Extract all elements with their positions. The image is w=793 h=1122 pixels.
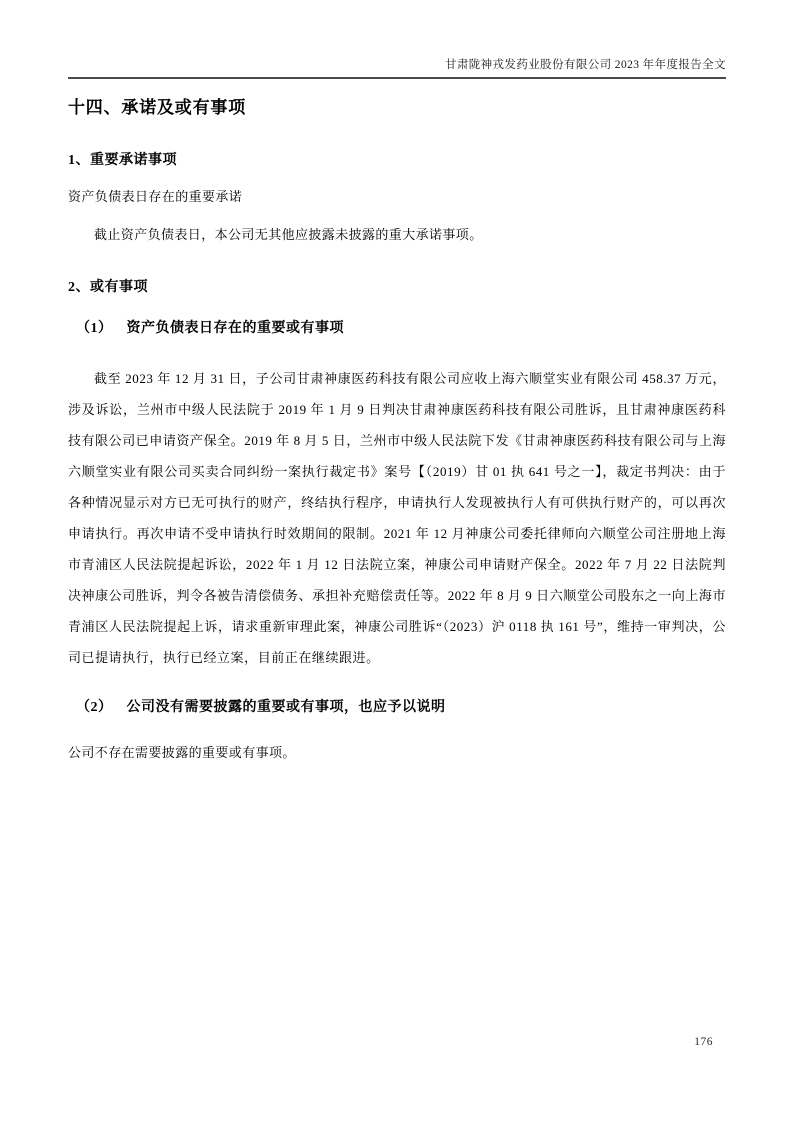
heading-contingencies: 2、或有事项 [68, 280, 148, 295]
heading-item2-number: （2） [76, 700, 113, 715]
heading-contingency-item1 [68, 317, 726, 337]
contingency-item1-paragraph: 截至 2023 年 12 月 31 日，子公司甘肃神康医药科技有限公司应收上海六顺堂实业有限公司 458.37 万元，涉及诉讼，兰州市中级人民法院于 2019 年 1 月 9 日判决甘肃神康医药科技有限公司胜诉，且甘肃神康医药科技有限公司已申请资产保全。2019 年 8 月 5 日，兰州市中级人民法院下发《甘肃神康医药科技有限公司与上海六顺堂实业有限公司买卖合同纠纷一案执行裁定书》案号【（2019）甘 01 执 641 号之一】，裁定书判决：由于各种情况显示对方已无可执行的财产，终结执行程序，申请执行人发现被执行人有可供执行财产的，可以再次申请执行。再次申请不受申请执行时效期间的限制。2021 年 12 月神康公司委托律师向六顺堂公司注册地上海市青浦区人民法院提起诉讼，2022 年 1 月 12 日法院立案，神康公司申请财产保全。2022 年 7 月 22 日法院判决神康公司胜诉，判令各被告清偿债务、承担补充赔偿责任等。2022 年 8 月 9 日六顺堂公司股东之一向上海市青浦区人民法院提起上诉，请求重新审理此案，神康公司胜诉“（2023）沪 0118 执 161 号”，维持一审判决，公司已提请执行，执行已经立案，目前正在继续跟进。 [68, 371, 726, 665]
heading-contingency-item2 [68, 696, 726, 716]
heading-important-commitments: 1、重要承诺事项 [68, 153, 177, 168]
report-title-header: 甘肃陇神戎发药业股份有限公司 2023 年年度报告全文 [444, 59, 726, 71]
page-content [68, 93, 726, 761]
page-footer [694, 1036, 713, 1048]
heading-item1-number: （1） [76, 321, 113, 336]
page-header [68, 56, 726, 79]
contingency-item2-statement: 公司不存在需要披露的重要或有事项。 [68, 745, 296, 760]
heading-item1-text: 资产负债表日存在的重要或有事项 [126, 321, 344, 336]
commitments-statement-text: 截止资产负债表日，本公司无其他应披露未披露的重大承诺事项。 [94, 227, 483, 242]
heading-item2-text: 公司没有需要披露的重要或有事项，也应予以说明 [126, 700, 446, 715]
section-title: 十四、承诺及或有事项 [68, 98, 246, 117]
page-number: 176 [694, 1036, 713, 1048]
commitments-intro-text: 资产负债表日存在的重要承诺 [68, 189, 243, 204]
